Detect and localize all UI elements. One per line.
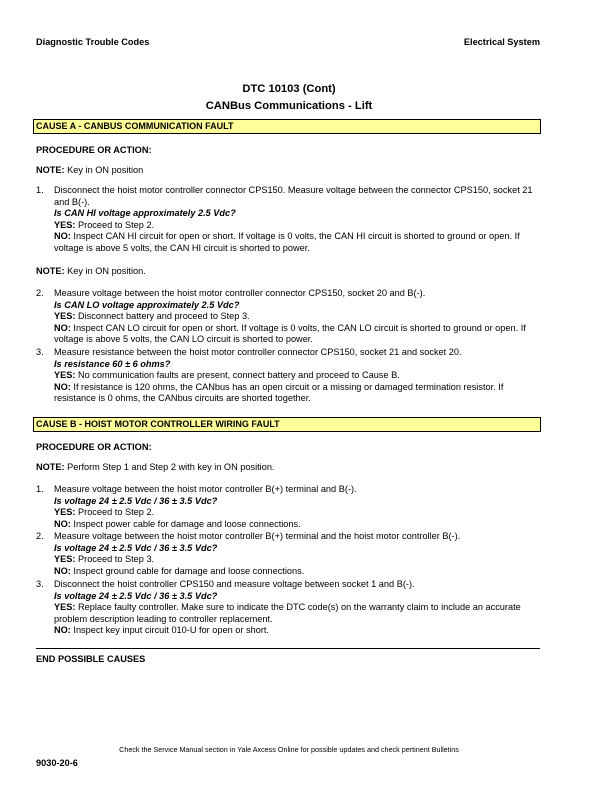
header-left: Diagnostic Trouble Codes [36,37,150,47]
step-question: Is CAN HI voltage approximately 2.5 Vdc? [54,208,236,219]
yes-text: Proceed to Step 2. [75,507,155,518]
header-right: Electrical System [463,37,540,47]
end-divider [36,648,540,649]
cause-b-heading: CAUSE B - HOIST MOTOR CONTROLLER WIRING FAULT [33,417,541,432]
cause-a-note-1 [36,165,536,177]
yes-label: YES: [54,554,76,565]
step-number: 1. [36,185,44,195]
note-text: Perform Step 1 and Step 2 with key in ON position. [64,462,275,472]
no-text: Inspect ground cable for damage and loose connections. [70,565,305,576]
step-text: Measure voltage between the hoist motor controller connector CPS150, socket 20 and B(-). [54,288,426,298]
note-label: NOTE: [36,266,65,276]
note-label: NOTE: [36,165,65,175]
no-text: Inspect CAN LO circuit for open or short. If voltage is 0 volts, the CAN LO circuit is shorted to ground or open. If voltage is above 5 volts, the CAN LO circuit is shorted to power. [54,322,526,345]
cause-a-step-2 [36,288,536,346]
no-label: NO: [54,518,71,529]
page-number: 9030-20-6 [36,758,78,768]
yes-label: YES: [54,602,76,613]
cause-a-step-3 [36,347,536,405]
step-number: 2. [36,531,44,541]
step-question: Is resistance 60 ± 6 ohms? [54,358,171,369]
cause-b-step-3 [36,579,536,637]
no-text: Inspect key input circuit 010-U for open or short. [70,625,269,636]
note-text: Key in ON position [64,165,144,175]
yes-text: Replace faulty controller. Make sure to indicate the DTC code(s) on the warranty claim to include an accurate problem description leading to controller replacement. [54,602,521,624]
step-text: Measure voltage between the hoist motor controller B(+) terminal and the hoist motor controller B(-). [54,531,461,541]
note-label: NOTE: [36,462,65,472]
cause-b-procedure-label: PROCEDURE OR ACTION: [36,442,152,452]
note-text: Key in ON position. [64,266,146,276]
yes-label: YES: [54,507,76,518]
cause-a-procedure-label: PROCEDURE OR ACTION: [36,145,152,155]
no-label: NO: [54,625,71,636]
footer-note: Check the Service Manual section in Yale Axcess Online for possible updates and check pertinent Bulletins [119,745,459,754]
cause-a-step-1 [36,185,536,255]
yes-label: YES: [54,370,76,381]
cause-b-step-2 [36,531,536,577]
page-subtitle: CANBus Communications - Lift [205,100,373,112]
step-text: Measure resistance between the hoist motor controller connector CPS150, socket 21 and socket 20. [54,347,462,357]
step-question: Is CAN LO voltage approximately 2.5 Vdc? [54,299,240,310]
step-number: 1. [36,484,44,494]
yes-label: YES: [54,311,76,322]
step-text: Disconnect the hoist controller CPS150 and measure voltage between socket 1 and B(-). [54,579,415,589]
step-number: 3. [36,579,44,589]
no-label: NO: [54,381,71,392]
step-text: Measure voltage between the hoist motor controller B(+) terminal and B(-). [54,484,357,494]
no-label: NO: [54,231,71,242]
no-text: If resistance is 120 ohms, the CANbus has an open circuit or a missing or damaged termination resistor. If resistance is 0 ohms, the CANbus circuits are shorted together. [54,381,504,404]
cause-a-note-2 [36,266,536,278]
step-question: Is voltage 24 ± 2.5 Vdc / 36 ± 3.5 Vdc? [54,495,218,506]
yes-label: YES: [54,219,76,230]
yes-text: No communication faults are present, connect battery and proceed to Cause B. [75,370,400,381]
step-text: Disconnect the hoist motor controller connector CPS150. Measure voltage between the connector CPS150, socket 21 and B(-). [54,185,533,207]
yes-text: Proceed to Step 2. [75,219,155,230]
no-text: Inspect CAN HI circuit for open or short. If voltage is 0 volts, the CAN HI circuit is shorted to ground or open. If voltage is above 5 volts, the CAN HI circuit is shorted to power. [54,231,520,253]
cause-a-heading: CAUSE A - CANBUS COMMUNICATION FAULT [33,119,541,134]
no-label: NO: [54,565,71,576]
end-possible-causes: END POSSIBLE CAUSES [36,654,146,664]
step-question: Is voltage 24 ± 2.5 Vdc / 36 ± 3.5 Vdc? [54,590,218,601]
cause-b-note [36,462,536,474]
page-title: DTC 10103 (Cont) [242,83,336,95]
yes-text: Proceed to Step 3. [75,554,155,565]
step-number: 2. [36,288,44,298]
cause-b-step-1 [36,484,536,530]
step-question: Is voltage 24 ± 2.5 Vdc / 36 ± 3.5 Vdc? [54,542,218,553]
no-text: Inspect power cable for damage and loose connections. [70,518,301,529]
no-label: NO: [54,322,71,333]
yes-text: Disconnect battery and proceed to Step 3. [75,311,250,322]
step-number: 3. [36,347,44,357]
